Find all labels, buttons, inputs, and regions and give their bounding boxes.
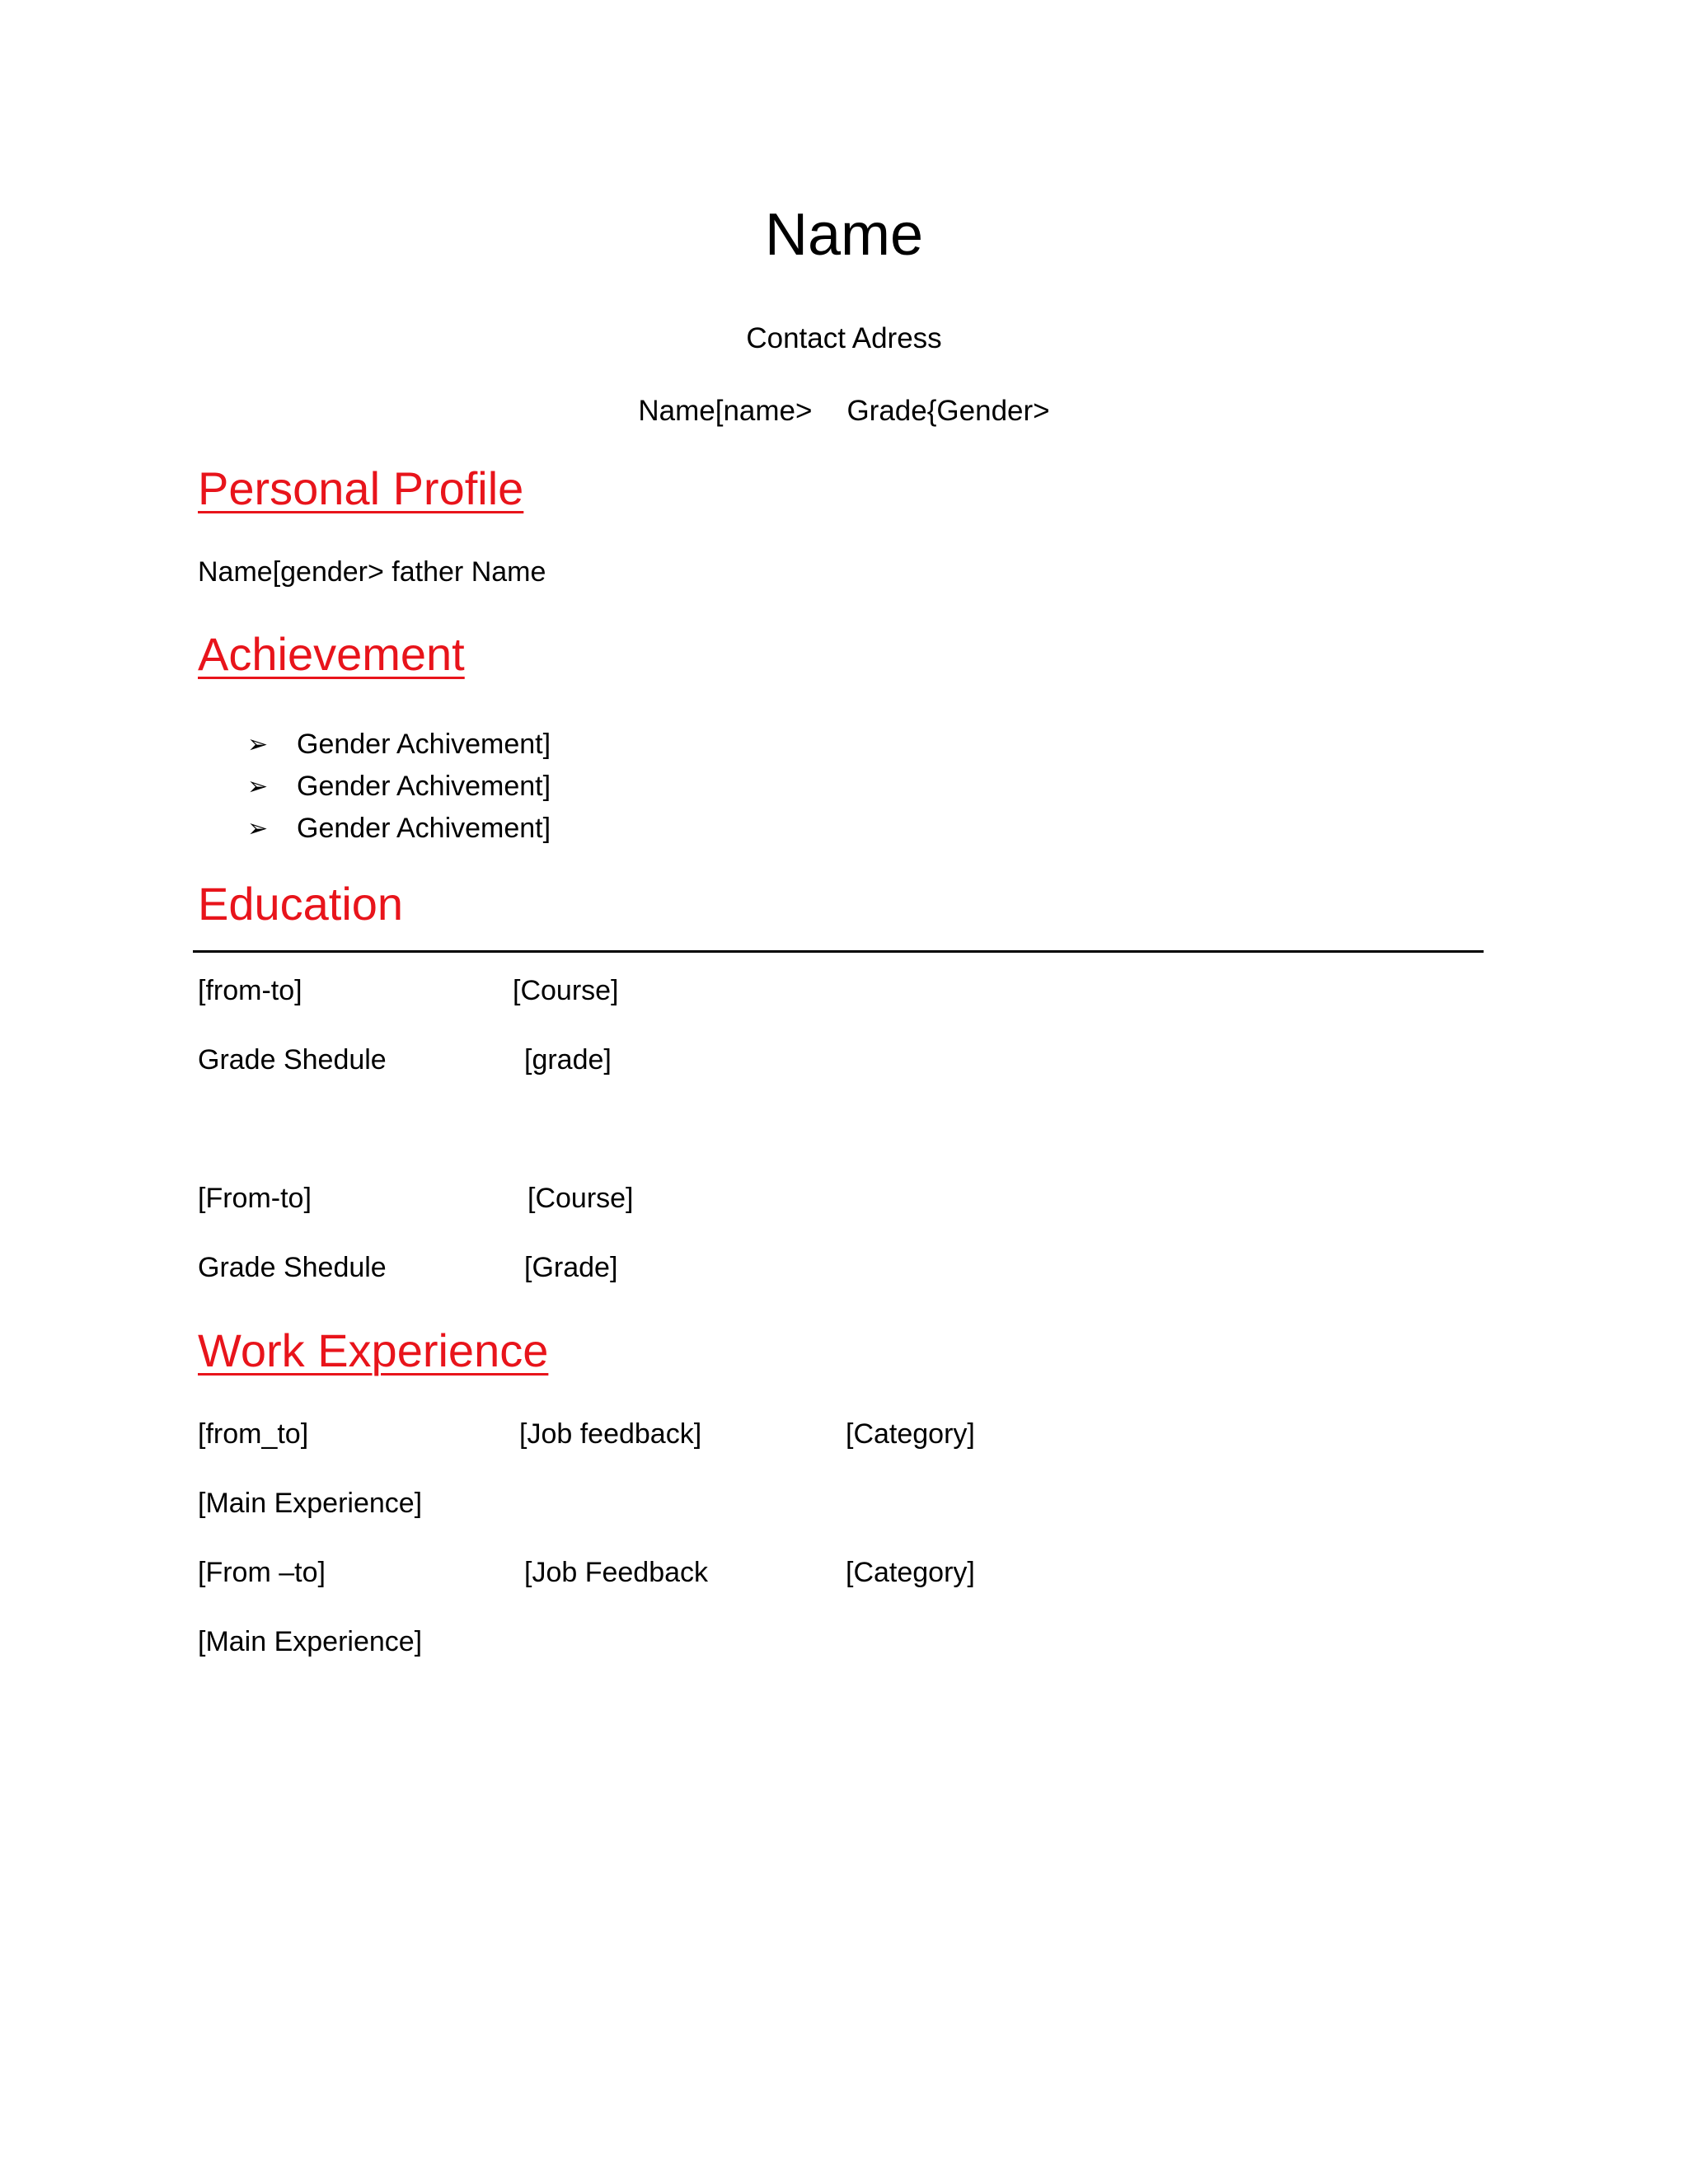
work-main-experience: [Main Experience] [198,1488,423,1519]
work-category: [Category] [846,1418,975,1450]
achievement-item: Gender Achivement] [297,813,551,844]
achievement-item: Gender Achivement] [297,771,551,802]
personal-profile-heading: Personal Profile [198,462,524,514]
education-course: [Course] [513,975,619,1006]
achievement-item: Gender Achivement] [297,729,551,760]
education-grade-label: Grade Shedule [198,1044,387,1076]
achievement-list [247,724,551,850]
arrow-bullet-icon: ➢ [247,773,269,800]
list-item [247,808,551,850]
arrow-bullet-icon: ➢ [247,815,269,842]
work-period: [from_to] [198,1418,309,1450]
personal-profile-text: Name[gender> father Name [198,556,546,588]
education-grade-label: Grade Shedule [198,1252,387,1283]
arrow-bullet-icon: ➢ [247,731,269,758]
list-item [247,724,551,766]
name-grade-line [0,393,1688,429]
education-grade: [Grade] [524,1252,618,1283]
list-item [247,766,551,808]
grade-field: Grade{Gender> [846,395,1050,427]
education-grade: [grade] [524,1044,612,1076]
work-experience-heading: Work Experience [198,1324,549,1376]
achievement-heading: Achievement [198,628,465,680]
work-category: [Category] [846,1557,975,1588]
contact-address: Contact Adress [746,322,942,354]
work-job-feedback: [Job Feedback [524,1557,709,1588]
education-divider [193,950,1484,953]
education-course: [Course] [528,1183,634,1214]
education-period: [from-to] [198,975,302,1006]
education-period: [From-to] [198,1183,312,1214]
work-period: [From –to] [198,1557,326,1588]
resume-name-title: Name [764,202,924,268]
work-main-experience: [Main Experience] [198,1626,423,1657]
work-job-feedback: [Job feedback] [519,1418,702,1450]
education-heading: Education [198,878,404,930]
name-field: Name[name> [638,395,813,427]
